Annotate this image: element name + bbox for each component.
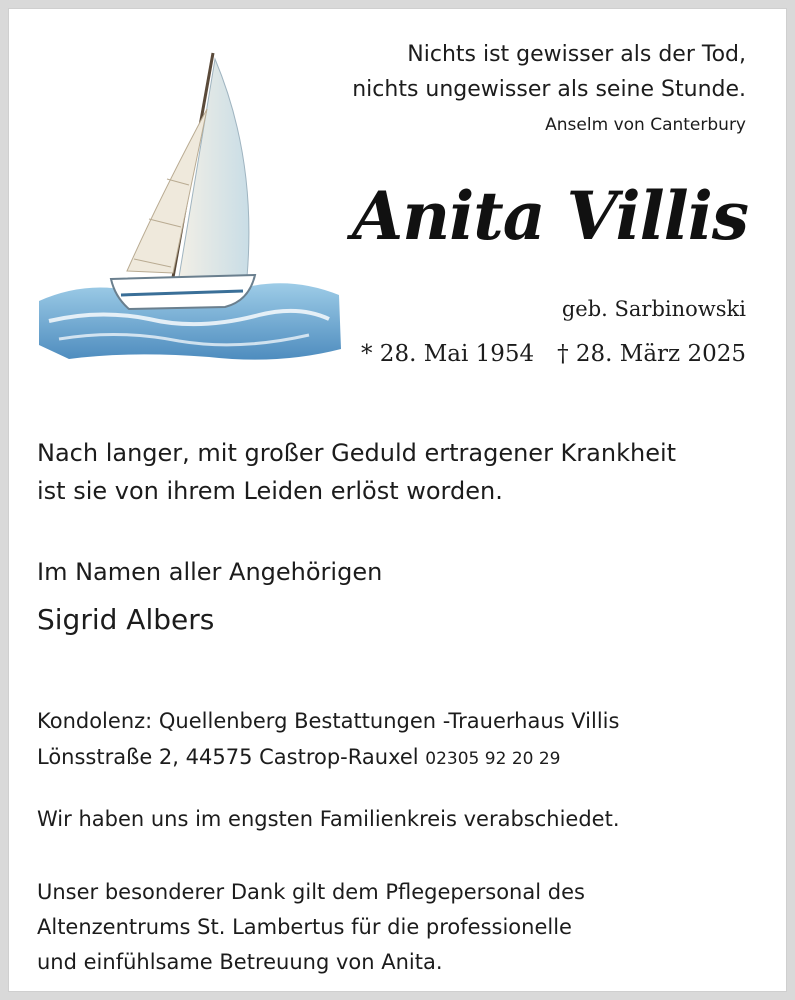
message-line-2: ist sie von ihrem Leiden erlöst worden. [37, 477, 503, 505]
condolence-phone: 02305 92 20 29 [425, 749, 561, 769]
obituary-card [8, 8, 787, 992]
thanks-note [37, 875, 585, 980]
quote-author: Anselm von Canterbury [545, 115, 746, 135]
condolence-info [37, 703, 619, 777]
message [37, 434, 676, 510]
quote [352, 37, 746, 107]
sailboat-illustration [29, 39, 347, 379]
condolence-address: Lönsstraße 2, 44575 Castrop-Rauxel [37, 745, 419, 769]
quote-line-1: Nichts ist gewisser als der Tod, [407, 42, 746, 67]
thanks-line-1: Unser besonderer Dank gilt dem Pflegepersonal des [37, 880, 585, 904]
message-line-1: Nach langer, mit großer Geduld ertragener Krankheit [37, 439, 677, 467]
condolence-address-line [37, 739, 619, 777]
thanks-line-2: Altenzentrums St. Lambertus für die professionelle [37, 915, 572, 939]
thanks-line-3: und einfühlsame Betreuung von Anita. [37, 950, 443, 974]
death-date: † 28. März 2025 [557, 341, 746, 367]
signature-intro: Im Namen aller Angehörigen [37, 558, 383, 586]
birth-name: geb. Sarbinowski [561, 297, 746, 321]
signature-name: Sigrid Albers [37, 603, 215, 636]
quote-line-2: nichts ungewisser als seine Stunde. [352, 77, 746, 102]
deceased-name: Anita Villis [352, 177, 748, 255]
condolence-line: Kondolenz: Quellenberg Bestattungen -Trauerhaus Villis [37, 709, 620, 733]
farewell-note: Wir haben uns im engsten Familienkreis verabschiedet. [37, 807, 620, 831]
birth-date: * 28. Mai 1954 [361, 341, 535, 367]
